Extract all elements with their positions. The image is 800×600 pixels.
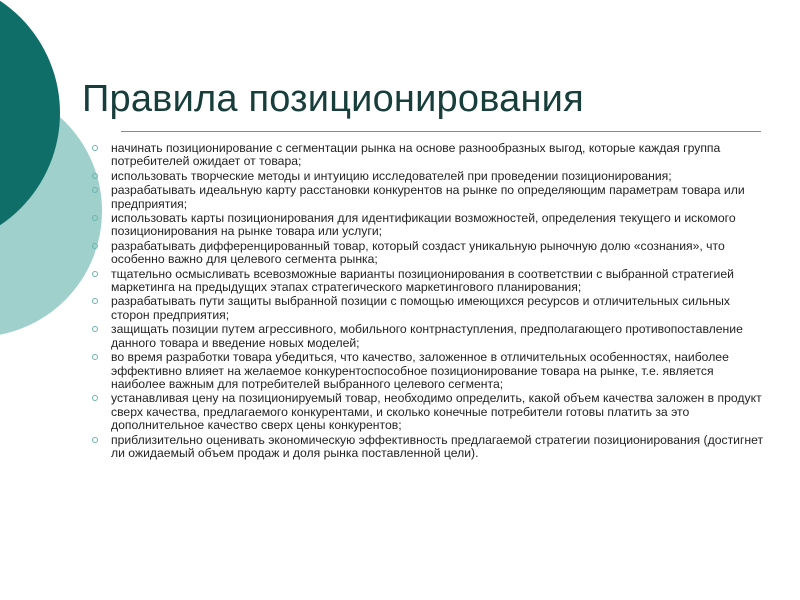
bullet-circle-icon bbox=[92, 145, 98, 151]
bullet-circle-icon bbox=[92, 354, 98, 360]
bullet-item bbox=[92, 434, 764, 461]
bullet-item bbox=[92, 212, 764, 239]
bullet-circle-icon bbox=[92, 243, 98, 249]
bullet-item bbox=[92, 295, 764, 322]
bullet-circle-icon bbox=[92, 173, 98, 179]
bullet-circle-icon bbox=[92, 298, 98, 304]
bullet-text: начинать позиционирование с сегментации рынка на основе разнообразных выгод, которые каждая группа потребителей ожидает от товара; bbox=[111, 141, 721, 169]
bullet-circle-icon bbox=[92, 395, 98, 401]
bullet-circle-icon bbox=[92, 271, 98, 277]
bullet-text: разрабатывать идеальную карту расстановки конкурентов на рынке по определяющим параметрам товара или предприятия; bbox=[111, 183, 745, 211]
bullet-item bbox=[92, 323, 764, 350]
bullet-text: приблизительно оценивать экономическую эффективность предлагаемой стратегии позиционирования (достигнет ли ожидаемый объем продаж и доля рынка поставленной цели). bbox=[111, 432, 764, 460]
bullet-item bbox=[92, 170, 764, 183]
title-divider bbox=[121, 131, 761, 132]
bullet-text: разрабатывать дифференцированный товар, который создаст уникальную рыночную долю «сознания», что особенно важно для целевого сегмента рынка; bbox=[111, 238, 725, 267]
bullet-text: использовать карты позиционирования для идентификации возможностей, определения текущего и искомого позиционирования на рынке товара или услуги; bbox=[111, 211, 736, 239]
bullet-item bbox=[92, 142, 764, 169]
bullet-circle-icon bbox=[92, 215, 98, 221]
bullet-text: устанавливая цену на позиционируемый товар, необходимо определить, какой объем качества заложен в продукт сверх качества, предлагаемого конкурентами, и сколько конечные потребители готовы платить за это дополнительное качество сверх цены конкурентов; bbox=[111, 391, 762, 433]
bullet-text: использовать творческие методы и интуицию исследователей при проведении позиционирования; bbox=[111, 168, 672, 183]
bullet-circle-icon bbox=[92, 326, 98, 332]
bullet-item bbox=[92, 240, 764, 267]
bullet-item bbox=[92, 392, 764, 432]
bullet-text: тщательно осмысливать всевозможные варианты позиционирования в соответствии с выбранной стратегией маркетинга на предыдущих этапах стратегического маркетингового планирования; bbox=[111, 266, 734, 295]
bullet-text: защищать позиции путем агрессивного, мобильного контрнаступления, предполагающего противопоставление данного товара и введение новых моделей; bbox=[111, 322, 743, 350]
bullet-item bbox=[92, 184, 764, 211]
bullet-text: разрабатывать пути защиты выбранной позиции с помощью имеющихся ресурсов и отличительных сильных сторон предприятия; bbox=[111, 294, 730, 322]
bullet-item bbox=[92, 268, 764, 295]
bullet-list bbox=[92, 142, 764, 461]
bullet-text: во время разработки товара убедиться, что качество, заложенное в отличительных особенностях, наиболее эффективно влияет на желаемое конкурентоспособное позиционирование товара на рынке, т.е. является наиболее важным для потребителей выбранного целевого сегмента; bbox=[111, 350, 729, 391]
slide-title: Правила позиционирования bbox=[82, 78, 584, 120]
bullet-circle-icon bbox=[92, 187, 98, 193]
bullet-circle-icon bbox=[92, 437, 98, 443]
bullet-item bbox=[92, 351, 764, 391]
